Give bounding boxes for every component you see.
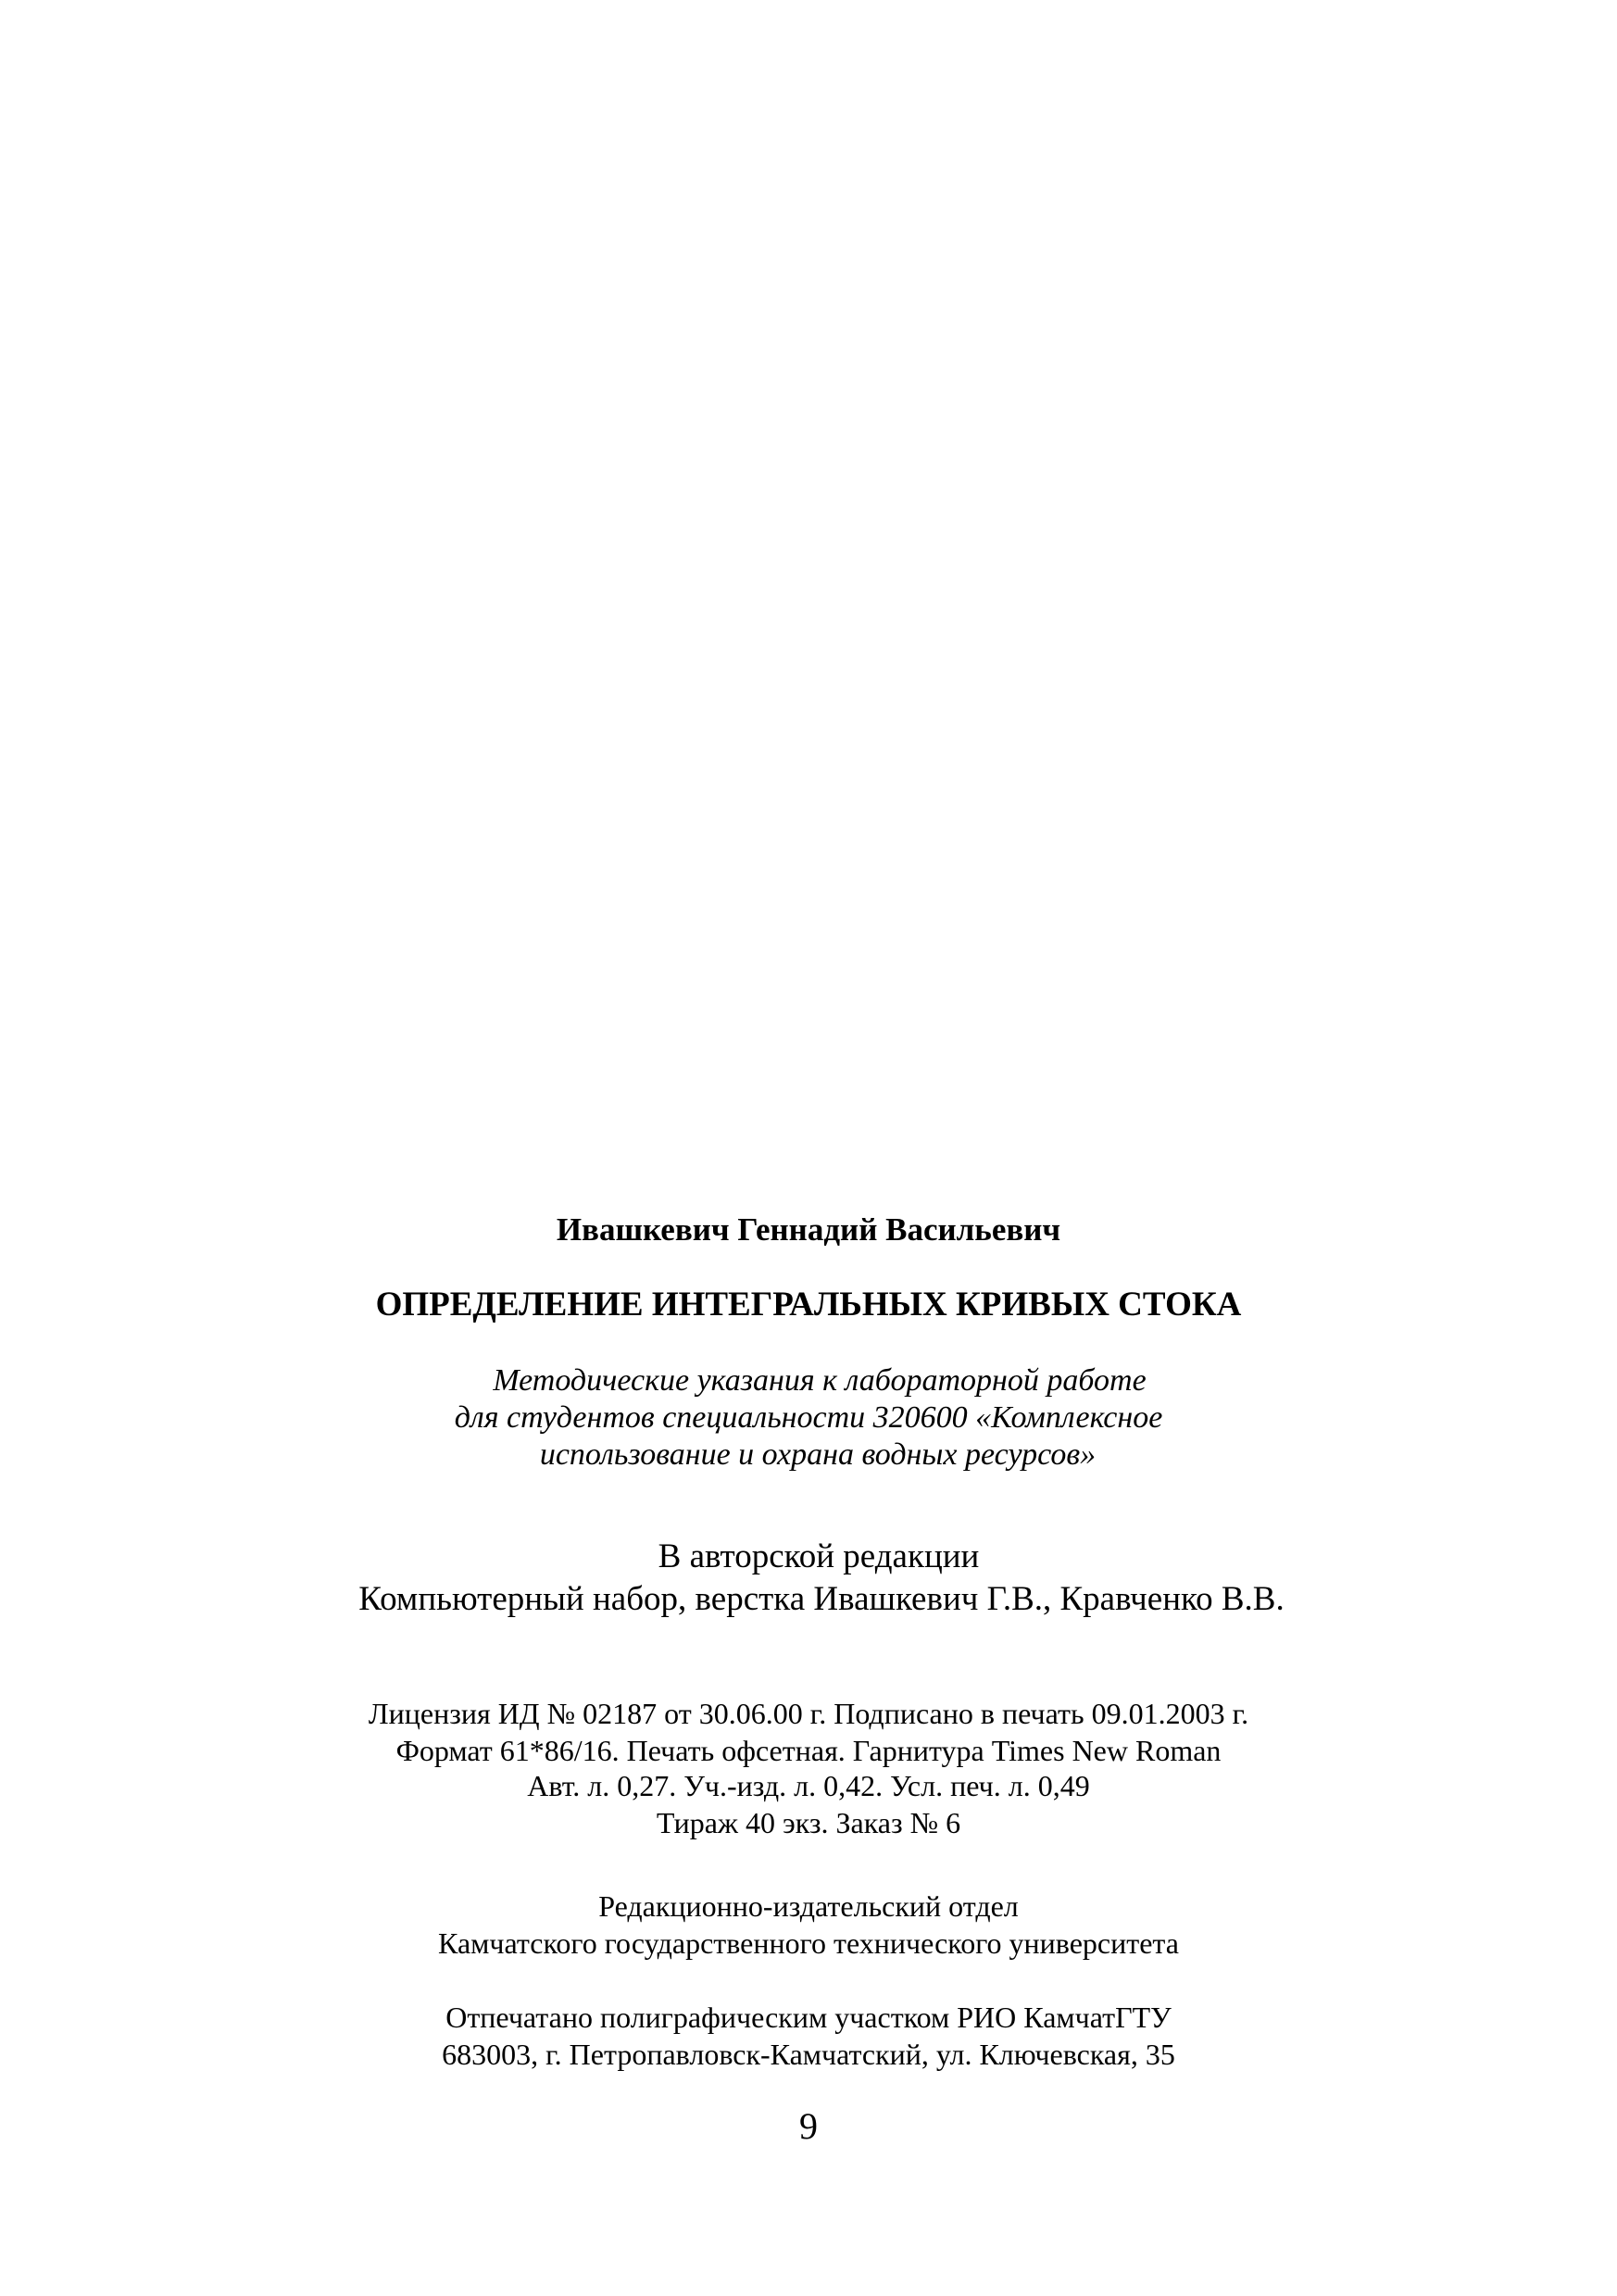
page-number: 9 xyxy=(799,2105,818,2147)
description-line: Методические указания к лабораторной работе xyxy=(493,1363,1147,1398)
author-name: Ивашкевич Геннадий Васильевич xyxy=(556,1211,1061,1248)
print-run-line: Тираж 40 экз. Заказ № 6 xyxy=(656,1806,961,1839)
printer-address: 683003, г. Петропавловск-Камчатский, ул. Ключевская, 35 xyxy=(442,2038,1175,2071)
license-line: Лицензия ИД № 02187 от 30.06.00 г. Подписано в печать 09.01.2003 г. xyxy=(368,1697,1249,1730)
publisher-dept: Редакционно-издательский отдел xyxy=(598,1889,1019,1923)
format-line: Формат 61*86/16. Печать офсетная. Гарнитура Times New Roman xyxy=(395,1734,1222,1767)
sheets-line: Авт. л. 0,27. Уч.-изд. л. 0,42. Усл. печ. л. 0,49 xyxy=(527,1769,1090,1802)
publisher-university: Камчатского государственного технического университета xyxy=(438,1926,1179,1960)
description-line: для студентов специальности 320600 «Комплексное xyxy=(454,1400,1163,1435)
document-title: ОПРЕДЕЛЕНИЕ ИНТЕГРАЛЬНЫХ КРИВЫХ СТОКА xyxy=(375,1286,1242,1324)
printer-name: Отпечатано полиграфическим участком РИО КамчатГТУ xyxy=(445,2001,1172,2034)
edition-note: В авторской редакции xyxy=(658,1537,980,1575)
description-line: использование и охрана водных ресурсов» xyxy=(539,1437,1097,1472)
typesetting-credits: Компьютерный набор, верстка Ивашкевич Г.В., Кравченко В.В. xyxy=(358,1580,1285,1618)
